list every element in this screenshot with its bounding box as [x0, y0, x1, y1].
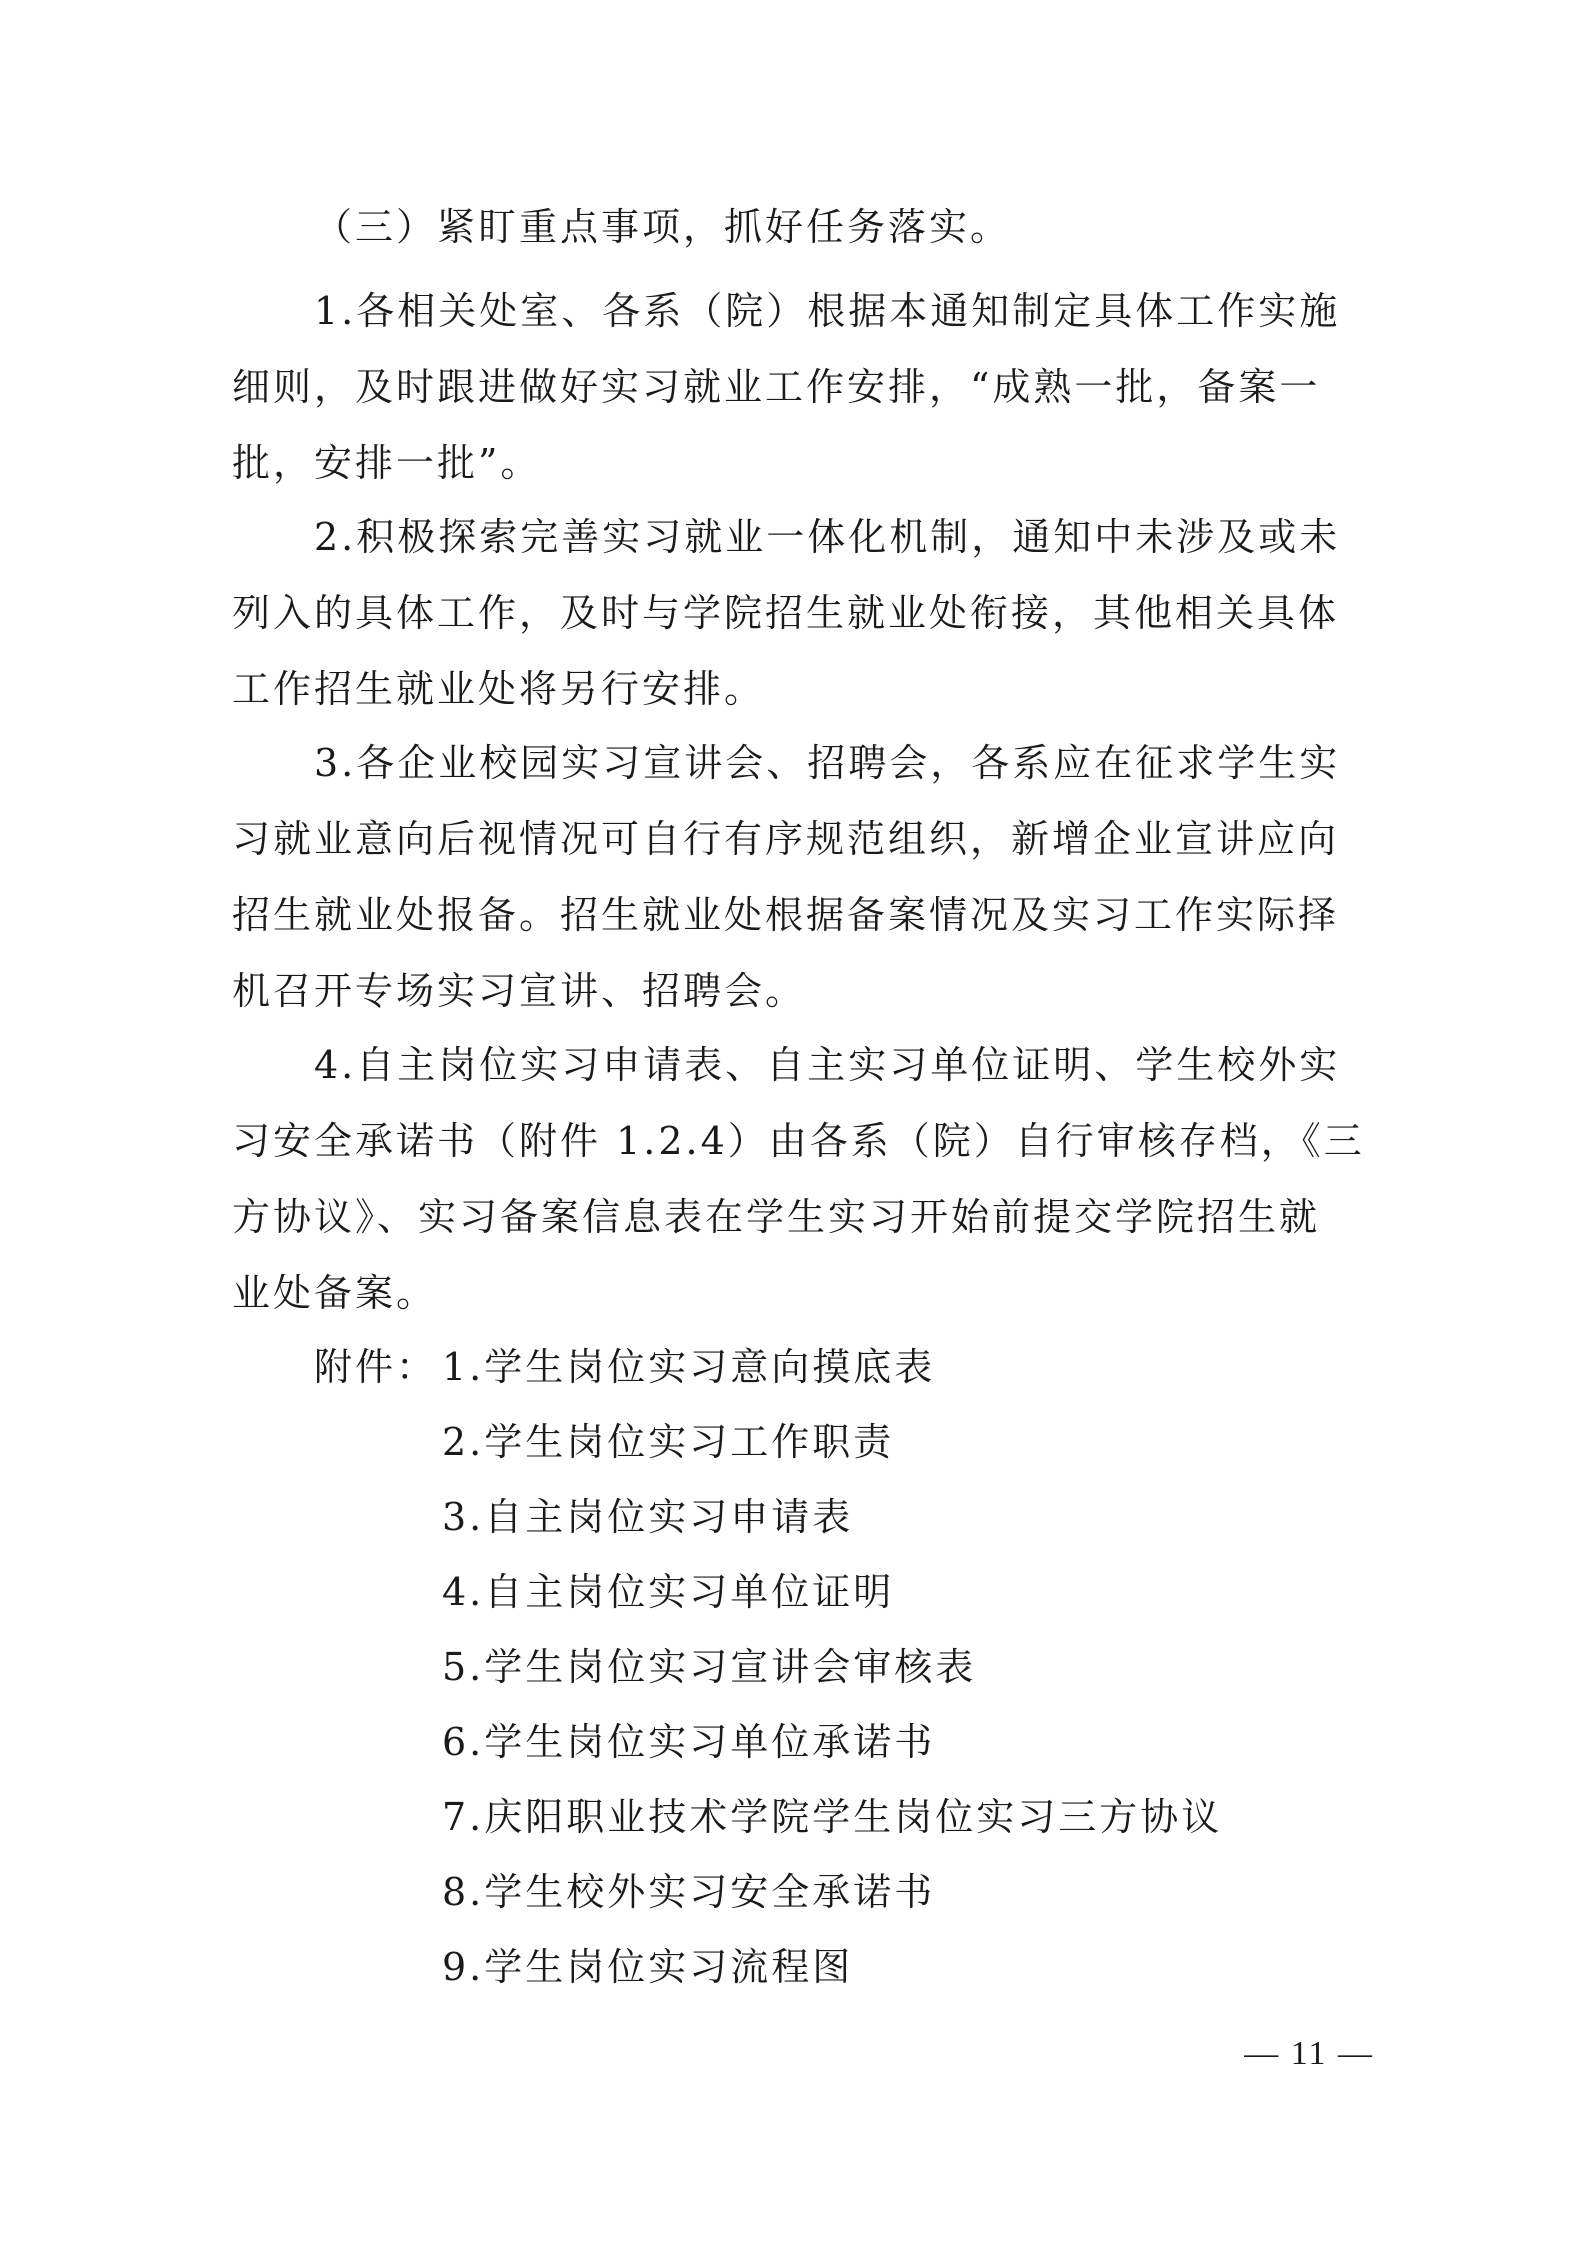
attachment-item-5: 5.学生岗位实习宣讲会审核表 — [442, 1645, 977, 1689]
attachment-item-1: 1.学生岗位实习意向摸底表 — [442, 1345, 936, 1389]
attachment-item-6: 6.学生岗位实习单位承诺书 — [442, 1720, 936, 1764]
paragraph-1-line-3: 批，安排一批”。 — [232, 441, 542, 485]
paragraph-2-line-3: 工作招生就业处将另行安排。 — [232, 667, 766, 711]
paragraph-4-line-1: 4.自主岗位实习申请表、自主实习单位证明、学生校外实 — [314, 1043, 1341, 1087]
attachment-item-7: 7.庆阳职业技术学院学生岗位实习三方协议 — [442, 1795, 1223, 1839]
paragraph-3-line-4: 机召开专场实习宣讲、招聘会。 — [232, 969, 807, 1013]
paragraph-1-line-2: 细则，及时跟进做好实习就业工作安排，“成熟一批，备案一 — [232, 365, 1321, 409]
paragraph-3-line-3: 招生就业处报备。招生就业处根据备案情况及实习工作实际择 — [232, 893, 1340, 937]
paragraph-3-line-1: 3.各企业校园实习宣讲会、招聘会，各系应在征求学生实 — [314, 741, 1341, 785]
page-number: — 11 — — [1244, 2035, 1374, 2072]
paragraph-4-line-3: 方协议》、实习备案信息表在学生实习开始前提交学院招生就 — [232, 1195, 1321, 1239]
attachment-item-9: 9.学生岗位实习流程图 — [442, 1945, 854, 1989]
attachment-item-8: 8.学生校外实习安全承诺书 — [442, 1870, 936, 1914]
paragraph-2-line-1: 2.积极探索完善实习就业一体化机制，通知中未涉及或未 — [314, 515, 1341, 559]
paragraph-4-line-4: 业处备案。 — [232, 1271, 438, 1315]
attachments-label: 附件： — [314, 1345, 438, 1389]
attachment-item-2: 2.学生岗位实习工作职责 — [442, 1420, 895, 1464]
section-heading: （三）紧盯重点事项，抓好任务落实。 — [314, 205, 1012, 249]
paragraph-1-line-1: 1.各相关处室、各系（院）根据本通知制定具体工作实施 — [314, 289, 1341, 333]
paragraph-3-line-2: 习就业意向后视情况可自行有序规范组织，新增企业宣讲应向 — [232, 817, 1340, 861]
paragraph-2-line-2: 列入的具体工作，及时与学院招生就业处衔接，其他相关具体 — [232, 591, 1340, 635]
attachment-item-4: 4.自主岗位实习单位证明 — [442, 1570, 895, 1614]
paragraph-4-line-2: 习安全承诺书（附件 1.2.4）由各系（院）自行审核存档，《三 — [232, 1119, 1365, 1163]
attachment-item-3: 3.自主岗位实习申请表 — [442, 1495, 854, 1539]
